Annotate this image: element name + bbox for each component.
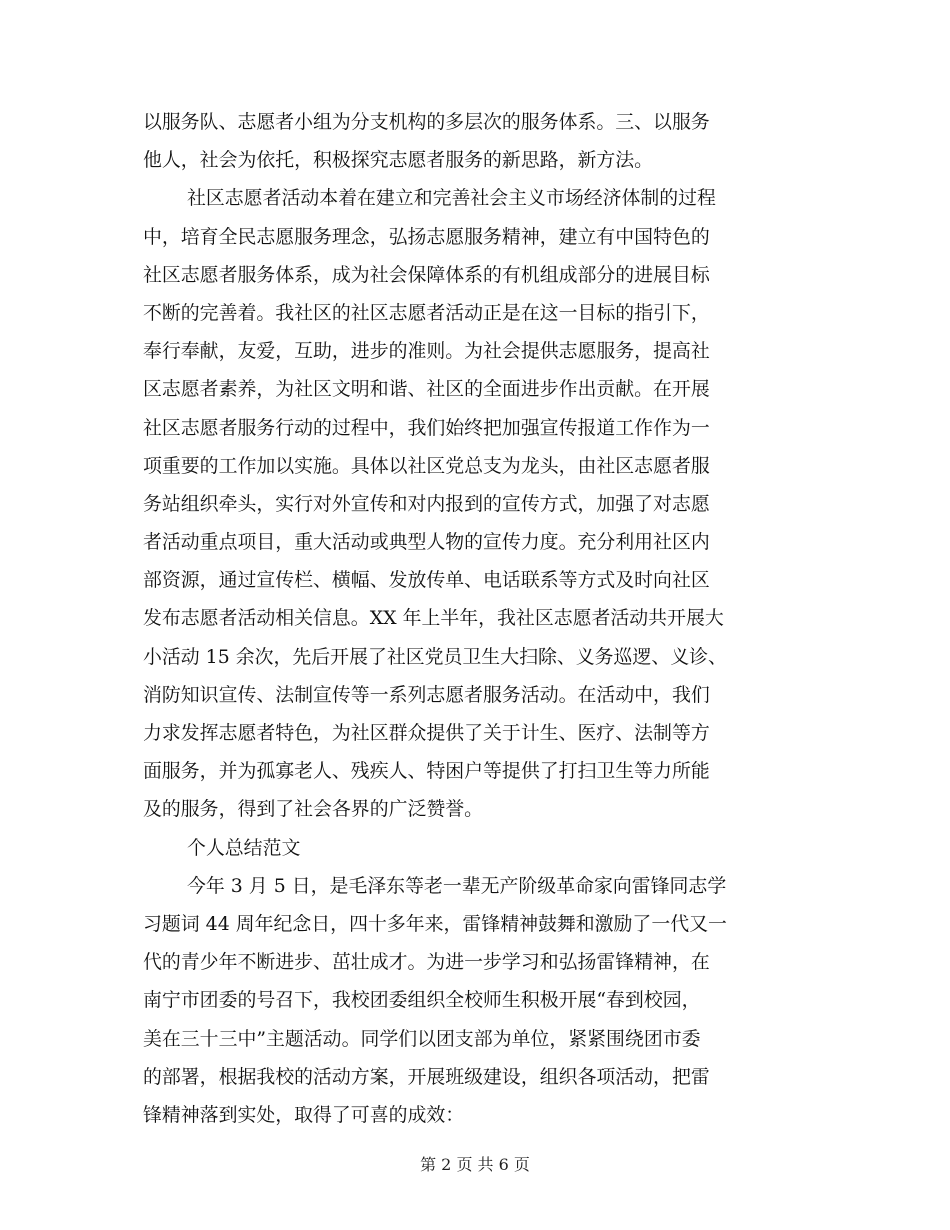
text-line: 消防知识宣传、法制宣传等一系列志愿者服务活动。在活动中，我们 bbox=[143, 683, 710, 706]
text-line: 小活动 15 余次，先后开展了社区党员卫生大扫除、义务巡逻、义诊、 bbox=[143, 645, 727, 668]
text-line: 面服务，并为孤寡老人、残疾人、特困户等提供了打扫卫生等力所能 bbox=[143, 760, 710, 783]
text-line: 习题词 44 周年纪念日，四十多年来，雷锋精神鼓舞和激励了一代又一 bbox=[143, 912, 727, 935]
text-line: 以服务队、志愿者小组为分支机构的多层次的服务体系。三、以服务 bbox=[143, 111, 710, 133]
text-line: 务站组织牵头，实行对外宣传和对内报到的宣传方式，加强了对志愿 bbox=[143, 492, 710, 515]
text-line: 美在三十三中”主题活动。同学们以团支部为单位，紧紧围绕团市委 bbox=[143, 1027, 701, 1050]
text-line: 项重要的工作加以实施。具体以社区党总支为龙头，由社区志愿者服 bbox=[143, 454, 710, 477]
section-heading: 个人总结范文 bbox=[187, 836, 301, 859]
text-line: 锋精神落到实处，取得了可喜的成效： bbox=[143, 1103, 465, 1126]
document-body bbox=[143, 103, 803, 1134]
text-line: 奉行奉献，友爱，互助，进步的准则。为社会提供志愿服务，提高社 bbox=[143, 340, 710, 363]
text-line: 者活动重点项目，重大活动或典型人物的宣传力度。充分利用社区内 bbox=[143, 531, 710, 554]
text-line: 区志愿者素养，为社区文明和谐、社区的全面进步作出贡献。在开展 bbox=[143, 378, 710, 401]
text-line: 不断的完善着。我社区的社区志愿者活动正是在这一目标的指引下， bbox=[143, 301, 710, 324]
text-line: 力求发挥志愿者特色，为社区群众提供了关于计生、医疗、法制等方 bbox=[143, 722, 710, 744]
text-line: 部资源，通过宣传栏、横幅、发放传单、电话联系等方式及时向社区 bbox=[143, 569, 710, 592]
page-number-footer: 第 2 页 共 6 页 bbox=[420, 1155, 530, 1174]
text-line: 社区志愿者服务体系，成为社会保障体系的有机组成部分的进展目标 bbox=[143, 263, 710, 286]
text-line: 的部署，根据我校的活动方案，开展班级建设，组织各项活动，把雷 bbox=[143, 1065, 710, 1088]
text-line: 发布志愿者活动相关信息。XX 年上半年，我社区志愿者活动共开展大 bbox=[143, 607, 724, 630]
paragraph-start-line: 今年 3 月 5 日，是毛泽东等老一辈无产阶级革命家向雷锋同志学 bbox=[187, 874, 727, 897]
text-line: 南宁市团委的号召下，我校团委组织全校师生积极开展“春到校园， bbox=[143, 989, 701, 1012]
text-line: 社区志愿者服务行动的过程中，我们始终把加强宣传报道工作作为一 bbox=[143, 416, 710, 439]
text-line: 代的青少年不断进步、茁壮成才。为进一步学习和弘扬雷锋精神，在 bbox=[143, 951, 710, 974]
text-line: 及的服务，得到了社会各界的广泛赞誉。 bbox=[143, 798, 484, 821]
text-line: 中，培育全民志愿服务理念，弘扬志愿服务精神，建立有中国特色的 bbox=[143, 225, 710, 248]
text-line: 他人，社会为依托，积极探究志愿者服务的新思路，新方法。 bbox=[143, 149, 654, 172]
paragraph-start-line: 社区志愿者活动本着在建立和完善社会主义市场经济体制的过程 bbox=[187, 187, 716, 210]
